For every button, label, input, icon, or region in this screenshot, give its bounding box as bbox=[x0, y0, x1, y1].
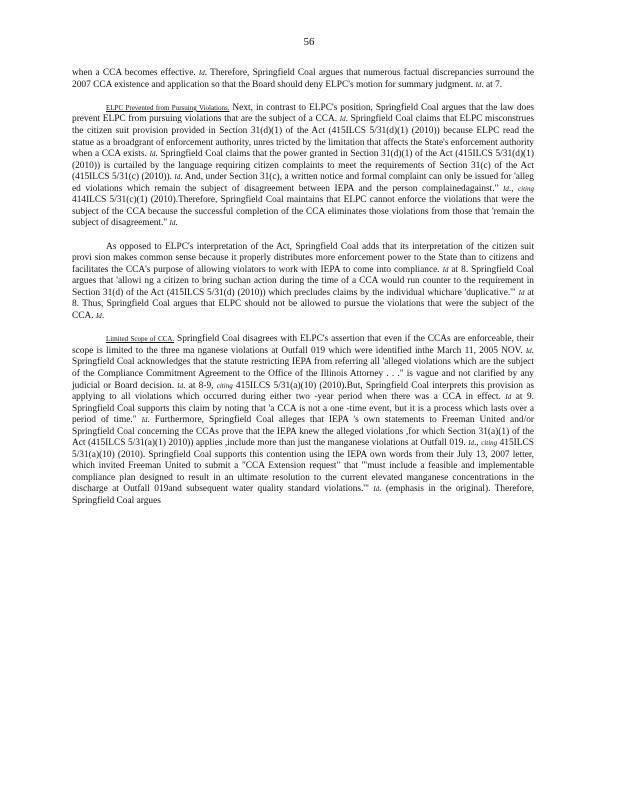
section-heading: Limited Scope of CCA. bbox=[106, 335, 175, 344]
citation-signal: Id bbox=[468, 439, 475, 448]
citation-signal: Id bbox=[475, 80, 482, 89]
citation-signal: Id bbox=[174, 173, 181, 182]
paragraph-text: . Springfield Coal claims that the power granted in Section 31(d)(1) of the Act (415ILCS 5/31(d)(1) (2010)) is curtailed by the language requiring citizen complaints to meet the requirements of Section 31(c) of the Act (415ILCS 5/31(c) (2010)). bbox=[72, 149, 534, 183]
paragraph-text: at 8. Thus, Springfield Coal argues that ELPC should not be allowed to pursue the violations that were the subject of the CCA. bbox=[72, 287, 534, 321]
paragraph-text: Next, in contrast to ELPC's position, Springfield Coal argues that the law does prevent ELPC from pursuing violations that are the subject of a CCA. bbox=[72, 102, 535, 125]
citation-signal: Id bbox=[339, 115, 346, 124]
paragraph-text: . Springfield Coal acknowledges that the statute restricting IEPA from referring all 'alleged violations which are the subject of the Compliance Commitment Agreement to the Office of the Illinois Attorney . . ." is vague and not clarified by any judicial or Board decision. bbox=[72, 345, 534, 391]
paragraph-text: at 8. Springfield Coal argues that 'allowi ng a citizen to bring suchan action during the time of a CCA would run counter to the requirement in Section 31(d) of the Act (415ILCS 5/31(d) (2010)) which precludes claims by the individual whichare 'duplicative.'" bbox=[72, 264, 534, 298]
paragraph-text: . at 8-9, bbox=[183, 380, 217, 391]
paragraph-text: ., bbox=[474, 438, 482, 449]
paragraph-text: . And, under Section 31(c), a written notice and formal complaint can only be issued for 'alleg ed violations which remain the subject of disagreement between IEPA and the person complainedagainst." bbox=[72, 172, 534, 194]
paragraph-text: . at 7. bbox=[481, 79, 503, 90]
paragraph-text: . bbox=[175, 218, 178, 229]
paragraph-text: . bbox=[101, 310, 105, 321]
body-paragraph bbox=[72, 334, 534, 507]
citation-signal: Id bbox=[502, 184, 509, 193]
paragraph-text: Springfield Coal disagrees with ELPC's assertion that even if the CCAs are enforceable, their scope is limited to the three ma nganese violations at Outfall 019 which were identified inthe March 11, 2005 NOV. bbox=[72, 334, 534, 356]
paragraph-text: 414ILCS 5/31(c)(1) (2010).Therefore, Springfield Coal maintains that ELPC cannot enforce the violations that were the subject of the CCA because the successful completion of the CCA eliminates those violations from those that 'remain the subject of disagreement." bbox=[72, 195, 534, 229]
body-paragraph bbox=[72, 103, 534, 230]
citation-signal: Id bbox=[518, 288, 525, 297]
paragraph-text: . (emphasis in the original). Therefore, Springfield Coal argues bbox=[72, 484, 534, 506]
document-body bbox=[72, 68, 534, 519]
body-paragraph bbox=[72, 68, 534, 91]
citation-signal: citing bbox=[518, 184, 534, 193]
paragraph-text: . Therefore, Springfield Coal argues that numerous factual discrepancies surround the 2007 CCA existence and application so that the Board should deny ELPC's motion for summary judgment. bbox=[72, 68, 535, 90]
citation-signal: citing bbox=[216, 381, 233, 390]
paragraph-text: 415ILCS 5/31(a)(10) (2010). Springfield Coal supports this contention using the IEPA own words from their July 13, 2007 letter, which invited Freeman United to submit a "CCA Extension request" that '"must include a feasible and implementable compliance plan designed to result in an ultimate resolution to the current elevated manganese concentrations in the discharge at Outfall 019and subsequent water quality standard violations.'" bbox=[72, 438, 534, 495]
citation-signal: Id bbox=[198, 69, 205, 77]
citation-signal: Id bbox=[177, 381, 184, 390]
citation-signal: Id bbox=[505, 393, 512, 402]
citation-signal: Id bbox=[141, 416, 148, 425]
body-paragraph bbox=[72, 242, 534, 323]
citation-signal: Id bbox=[373, 485, 380, 494]
paragraph-text: . Furthermore, Springfield Coal alleges that IEPA 's own statements to Freeman United and/or Springfield Coal concerning the CCAs prove that the IEPA knew the alleged violations ,for which Section 31(a)(1) of the Act (415ILCS 5/31(a)(1) 2010)) applies ,include more than just the manganese violations at Outfall 019. bbox=[72, 415, 535, 449]
citation-signal: Id bbox=[169, 219, 176, 228]
page-number: 56 bbox=[303, 36, 315, 48]
citation-signal: Id bbox=[525, 346, 532, 355]
citation-signal: Id bbox=[149, 150, 156, 159]
citation-signal: Id bbox=[95, 311, 102, 320]
paragraph-text: As opposed to ELPC's interpretation of the Act, Springfield Coal adds that its interpretation of the citizen suit provi sion makes common sense because it properly distributes more enforcement power to the State than to citizens and facilitates the CCA's purpose of allowing violators to work with IEPA to come into compliance. bbox=[72, 241, 534, 275]
citation-signal: Id bbox=[442, 265, 449, 274]
section-heading: ELPC Prevented from Pursuing Violations. bbox=[106, 103, 230, 112]
citation-signal: citing bbox=[481, 439, 498, 448]
paragraph-text: 415ILCS 5/31(a)(10) (2010).But, Springfield Coal interprets this provision as applying to all violations which occurred during either two -year period when there was a CCA in effect. bbox=[72, 380, 534, 403]
paragraph-text: ., bbox=[508, 183, 519, 194]
paragraph-text: when a CCA becomes effective. bbox=[72, 68, 199, 78]
paragraph-text: . Springfield Coal claims that ELPC misconstrues the citizen suit provision provided in Section 31(d)(1) of the Act (415ILCS 5/31(d)(1) (2010)) because ELPC read the statue as a broadgrant of enforcement authority, unres tricted by the limitation that affects the State's enforcement authority when a CCA exists. bbox=[72, 114, 535, 160]
paragraph-text: at 9. Springfield Coal supports this claim by noting that 'a CCA is not a one -time event, but it is a process which lasts over a period of time." bbox=[72, 392, 534, 426]
